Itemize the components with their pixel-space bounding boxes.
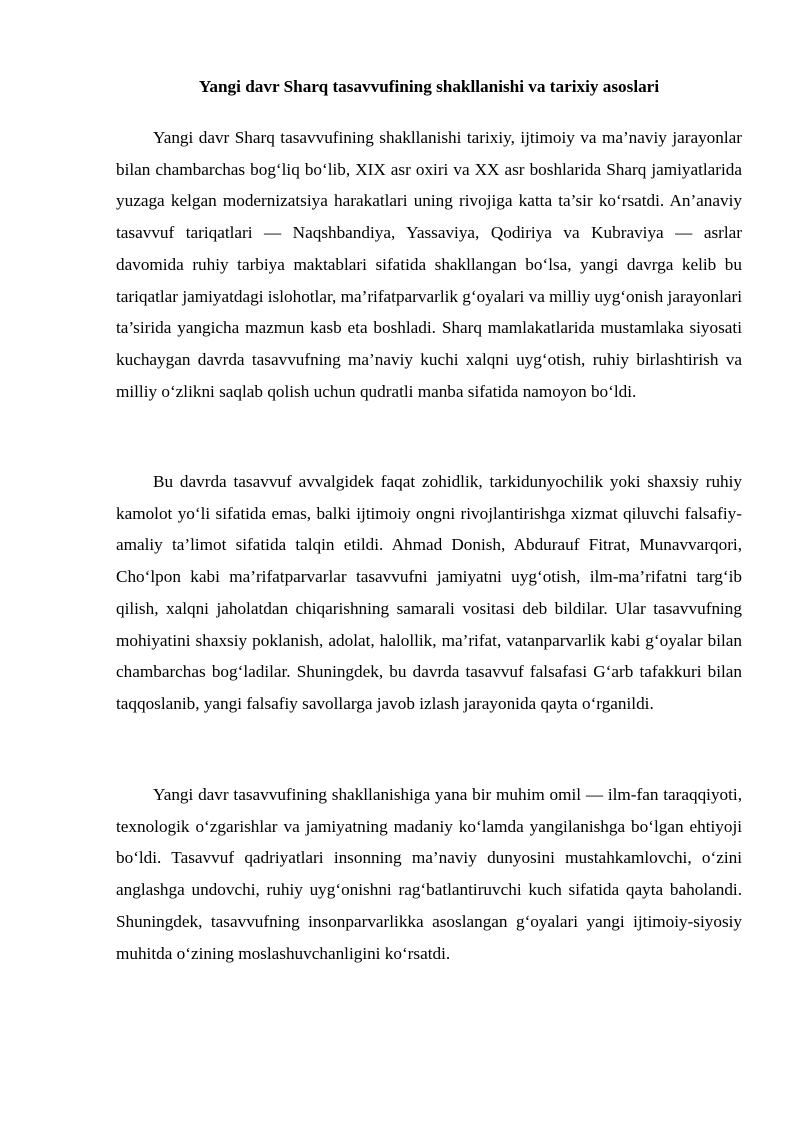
paragraph-3: Yangi davr tasavvufining shakllanishiga yana bir muhim omil — ilm-fan taraqqiyoti, texnologik o‘zgarishlar va jamiyatning madaniy ko‘lamda yangilanishga bo‘lgan ehtiyoji bo‘ldi. Tasavvuf qadriyatlari insonning ma’naviy dunyosini mustahkamlovchi, o‘zini anglashga undovchi, ruhiy uyg‘onishni rag‘batlantiruvchi kuch sifatida qayta baholandi. Shuningdek, tasavvufning insonparvarlikka asoslangan g‘oyalari yangi ijtimoiy-siyosiy muhitda o‘zining moslashuvchanligini ko‘rsatdi. — [116, 785, 742, 963]
paragraph-2: Bu davrda tasavvuf avvalgidek faqat zohidlik, tarkidunyochilik yoki shaxsiy ruhiy kamolot yo‘li sifatida emas, balki ijtimoiy ongni rivojlantirishga xizmat qiluvchi falsafiy-amaliy ta’limot sifatida talqin etildi. Ahmad Donish, Abdurauf Fitrat, Munavvarqori, Cho‘lpon kabi ma’rifatparvarlar tasavvufni jamiyatni uyg‘otish, ilm-ma’rifatni targ‘ib qilish, xalqni jaholatdan chiqarishning samarali vositasi deb bildilar. Ular tasavvufning mohiyatini shaxsiy poklanish, adolat, halollik, ma’rifat, vatanparvarlik kabi g‘oyalar bilan chambarchas bog‘ladilar. Shuningdek, bu davrda tasavvuf falsafasi G‘arb tafakkuri bilan taqqoslanib, yangi falsafiy savollarga javob izlash jarayonida qayta o‘rganildi. — [116, 472, 742, 713]
paragraph-1: Yangi davr Sharq tasavvufining shakllanishi tarixiy, ijtimoiy va ma’naviy jarayonlar bilan chambarchas bog‘liq bo‘lib, XIX asr oxiri va XX asr boshlarida Sharq jamiyatlarida yuzaga kelgan modernizatsiya harakatlari uning rivojiga katta ta’sir ko‘rsatdi. An’anaviy tasavvuf tariqatlari — Naqshbandiya, Yassaviya, Qodiriya va Kubraviya — asrlar davomida ruhiy tarbiya maktablari sifatida shakllangan bo‘lsa, yangi davrga kelib bu tariqatlar jamiyatdagi islohotlar, ma’rifatparvarlik g‘oyalari va milliy uyg‘onish jarayonlari ta’sirida yangicha mazmun kasb eta boshladi. Sharq mamlakatlarida mustamlaka siyosati kuchaygan davrda tasavvufning ma’naviy kuchi xalqni uyg‘otish, ruhiy birlashtirish va milliy o‘zlikni saqlab qolish uchun qudratli manba sifatida namoyon bo‘ldi. — [116, 128, 742, 401]
document-title: Yangi davr Sharq tasavvufining shakllanishi va tarixiy asoslari — [198, 77, 660, 96]
